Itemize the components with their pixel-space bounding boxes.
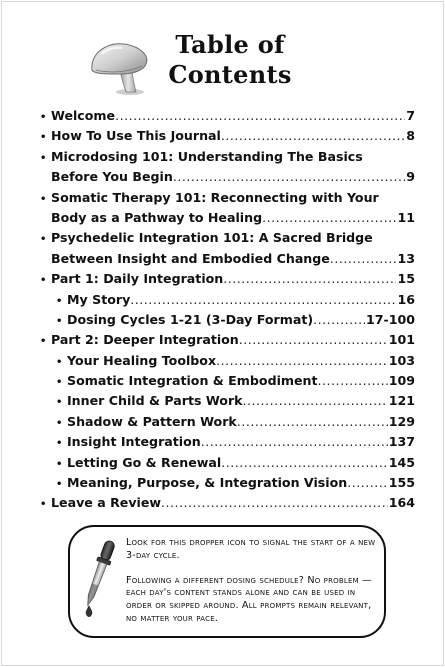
dot-leader bbox=[313, 312, 365, 327]
toc-page-number: 121 bbox=[388, 393, 415, 409]
toc-entry bbox=[40, 251, 415, 271]
toc-entry-title: Before You Begin bbox=[51, 169, 173, 185]
bullet: • bbox=[40, 499, 47, 511]
bullet: • bbox=[56, 397, 63, 409]
toc-page-number: 7 bbox=[406, 108, 415, 123]
page-title bbox=[160, 30, 300, 90]
dot-leader bbox=[130, 292, 396, 307]
bullet: • bbox=[56, 458, 63, 470]
toc-page-number: 101 bbox=[388, 332, 415, 348]
toc-page-number: 164 bbox=[388, 495, 415, 511]
toc-entry-line bbox=[40, 230, 415, 250]
bullet: • bbox=[56, 356, 63, 368]
toc-page-number: 129 bbox=[388, 413, 415, 429]
toc-entry-title: Microdosing 101: Understanding The Basics bbox=[51, 148, 363, 164]
toc-entry bbox=[40, 271, 415, 291]
bullet: • bbox=[56, 417, 63, 429]
toc-entry bbox=[40, 455, 415, 475]
dot-leader bbox=[115, 108, 405, 123]
dot-leader bbox=[161, 495, 388, 510]
toc-entry bbox=[40, 393, 415, 413]
toc-entry bbox=[40, 353, 415, 373]
title-line-2: Contents bbox=[168, 60, 292, 89]
dropper-callout bbox=[68, 525, 386, 638]
toc-entry-title: Shadow & Pattern Work bbox=[67, 413, 237, 429]
bullet: • bbox=[40, 152, 47, 164]
dot-leader bbox=[243, 393, 388, 408]
table-of-contents bbox=[40, 108, 415, 516]
toc-entry-title: Insight Integration bbox=[67, 434, 201, 450]
toc-entry-title: Part 1: Daily Integration bbox=[51, 271, 224, 287]
bullet: • bbox=[40, 193, 47, 205]
toc-page-number: 13 bbox=[397, 250, 415, 266]
toc-entry-title: Between Insight and Embodied Change bbox=[51, 250, 330, 266]
dot-leader bbox=[216, 353, 388, 368]
dot-leader bbox=[221, 455, 387, 470]
toc-entry-title: Somatic Therapy 101: Reconnecting with Your bbox=[51, 189, 379, 205]
toc-entry-title: Psychedelic Integration 101: A Sacred Bridge bbox=[51, 230, 373, 246]
callout-schedule-note: Following a different dosing schedule? No problem — each day's content stands alone and can be used in order or skipped around. All prompts remain relevant, no matter your pace. bbox=[126, 574, 372, 624]
dot-leader bbox=[223, 271, 396, 286]
toc-entry bbox=[40, 169, 415, 189]
toc-entry bbox=[40, 373, 415, 393]
bullet: • bbox=[40, 336, 47, 348]
toc-entry-title: How To Use This Journal bbox=[51, 128, 221, 144]
bullet: • bbox=[40, 132, 47, 144]
toc-page-number: 9 bbox=[406, 169, 415, 185]
dropper-icon bbox=[80, 537, 116, 623]
mushroom-icon bbox=[86, 40, 152, 98]
toc-page-number: 15 bbox=[397, 271, 415, 287]
dot-leader bbox=[262, 210, 396, 225]
toc-entry-line bbox=[40, 149, 415, 169]
dot-leader bbox=[237, 414, 388, 429]
toc-entry-title: Welcome bbox=[51, 108, 116, 123]
toc-entry-title: Somatic Integration & Embodiment bbox=[67, 373, 318, 389]
toc-page-number: 17-100 bbox=[365, 311, 415, 327]
dot-leader bbox=[318, 373, 388, 388]
toc-entry-title: My Story bbox=[67, 291, 131, 307]
bullet: • bbox=[40, 112, 47, 123]
dot-leader bbox=[239, 332, 388, 347]
bullet: • bbox=[56, 438, 63, 450]
toc-entry bbox=[40, 108, 415, 128]
toc-entry-title: Body as a Pathway to Healing bbox=[51, 209, 263, 225]
toc-page-number: 145 bbox=[388, 454, 415, 470]
bullet: • bbox=[40, 275, 47, 287]
toc-entry bbox=[40, 292, 415, 312]
dot-leader bbox=[221, 128, 405, 143]
toc-entry bbox=[40, 495, 415, 515]
toc-entry-title: Leave a Review bbox=[51, 495, 162, 511]
toc-page-number: 103 bbox=[388, 352, 415, 368]
bullet: • bbox=[56, 315, 63, 327]
dot-leader bbox=[173, 169, 405, 184]
bullet: • bbox=[56, 295, 63, 307]
toc-entry-line bbox=[40, 190, 415, 210]
toc-page-number: 8 bbox=[406, 128, 415, 144]
dot-leader bbox=[201, 434, 388, 449]
toc-page-number: 155 bbox=[388, 475, 415, 491]
toc-entry bbox=[40, 312, 415, 332]
toc-page-number: 109 bbox=[388, 373, 415, 389]
title-line-1: Table of bbox=[175, 30, 285, 59]
toc-entry bbox=[40, 210, 415, 230]
toc-entry bbox=[40, 434, 415, 454]
toc-entry-title: Letting Go & Renewal bbox=[67, 454, 222, 470]
toc-entry bbox=[40, 332, 415, 352]
bullet: • bbox=[56, 479, 63, 491]
toc-entry-title: Dosing Cycles 1-21 (3-Day Format) bbox=[67, 311, 314, 327]
toc-page-number: 11 bbox=[397, 209, 415, 225]
toc-entry bbox=[40, 414, 415, 434]
toc-page-number: 16 bbox=[397, 291, 415, 307]
toc-entry bbox=[40, 475, 415, 495]
bullet: • bbox=[40, 234, 47, 246]
bullet: • bbox=[56, 377, 63, 389]
callout-dropper-note: Look for this dropper icon to signal the start of a new 3-day cycle. bbox=[126, 537, 376, 561]
toc-entry-title: Your Healing Toolbox bbox=[67, 352, 217, 368]
toc-page-number: 137 bbox=[388, 434, 415, 450]
toc-entry-title: Inner Child & Parts Work bbox=[67, 393, 243, 409]
dot-leader bbox=[330, 251, 397, 266]
dot-leader bbox=[347, 475, 388, 490]
toc-entry-title: Part 2: Deeper Integration bbox=[51, 332, 239, 348]
toc-entry bbox=[40, 128, 415, 148]
toc-entry-title: Meaning, Purpose, & Integration Vision bbox=[67, 475, 348, 491]
callout-text bbox=[126, 537, 382, 638]
